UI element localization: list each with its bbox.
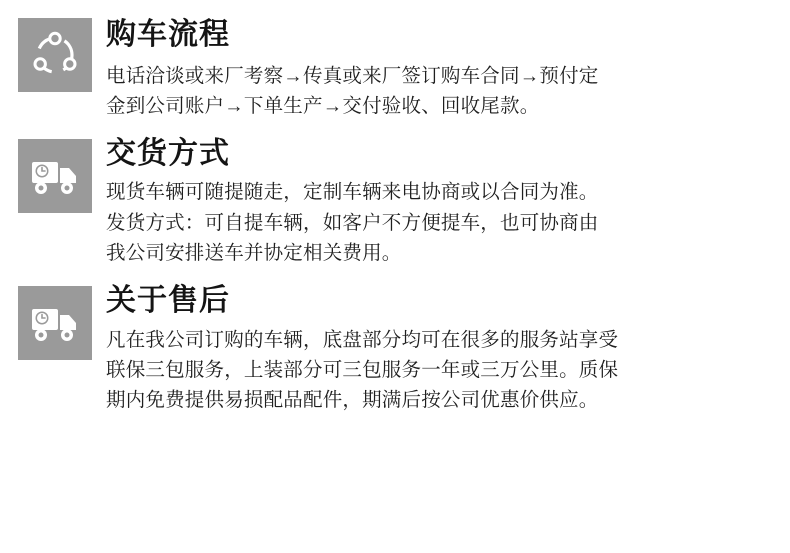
section-body [106, 18, 772, 121]
section-after-sales [18, 282, 772, 415]
text-line: 现货车辆可随提随走，定制车辆来电协商或以合同为准。 [106, 181, 599, 204]
text-line: 电话洽谈或来厂考察→传真或来厂签订购车合同→预付定 [106, 64, 599, 87]
text-line: 联保三包服务，上装部分可三包服务一年或三万公里。质保 [106, 358, 619, 381]
text-line: 凡在我公司订购的车辆，底盘部分均可在很多的服务站享受 [106, 328, 619, 351]
section-title: 购车流程 [106, 18, 230, 51]
section-title: 交货方式 [106, 136, 230, 170]
text-line: 我公司安排送车并协定相关费用。 [106, 241, 402, 264]
text-line: 期内免费提供易损配品配件，期满后按公司优惠价供应。 [106, 389, 599, 412]
text-line: 发货方式：可自提车辆，如客户不方便提车，也可协商由 [106, 211, 599, 234]
share-nodes-icon [18, 18, 92, 92]
text-line: 金到公司账户→下单生产→交付验收、回收尾款。 [106, 94, 540, 117]
section-text [106, 61, 772, 121]
section-text [106, 177, 772, 268]
section-body [106, 282, 772, 415]
delivery-truck-icon [18, 286, 92, 360]
section-purchase-process [18, 18, 772, 121]
section-delivery-method [18, 135, 772, 268]
section-title: 关于售后 [106, 284, 230, 318]
delivery-truck-icon [18, 139, 92, 213]
section-text [106, 325, 772, 416]
section-body [106, 135, 772, 268]
